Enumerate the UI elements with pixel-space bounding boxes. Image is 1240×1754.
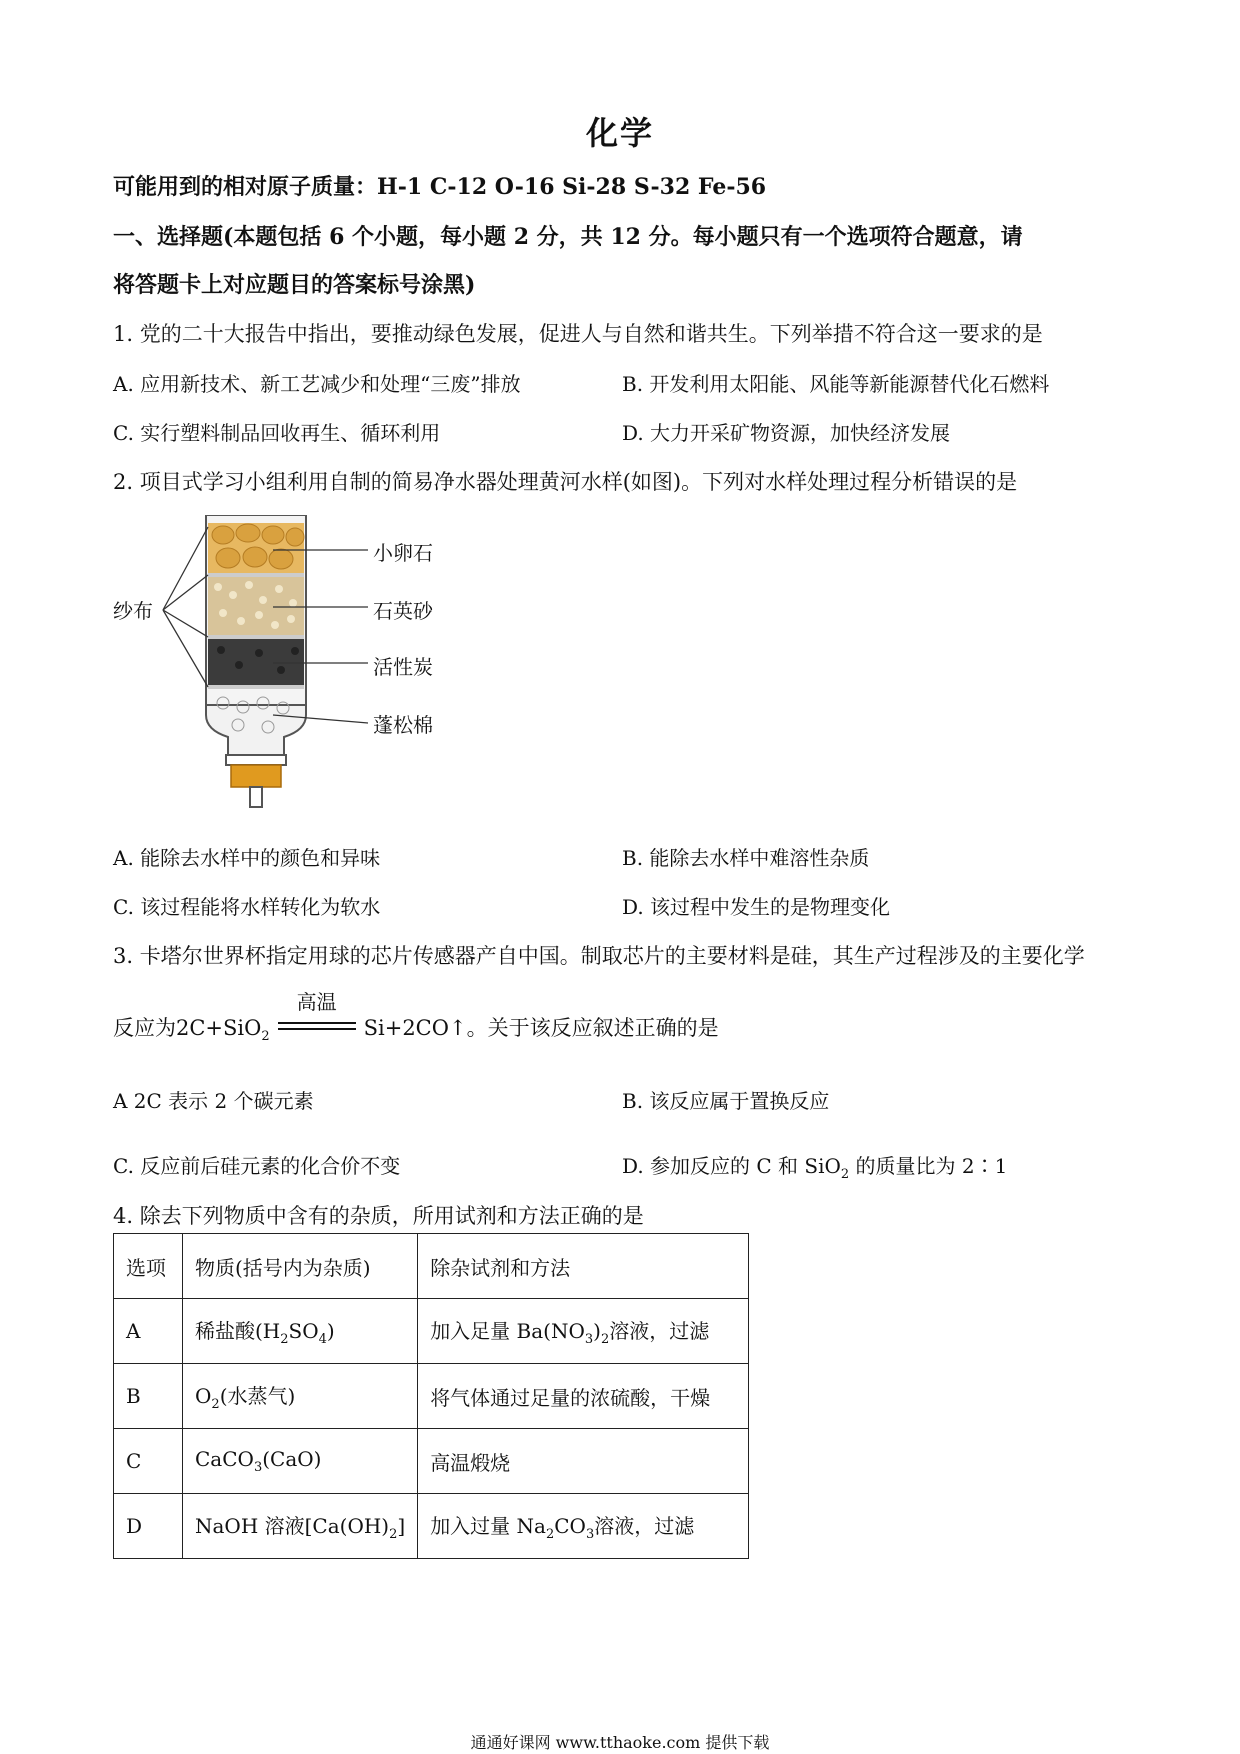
cell-sub: 3 — [584, 1332, 594, 1347]
q3-option-a: A 2C 表示 2 个碳元素 — [113, 1089, 314, 1113]
q3-option-d-pre: D. 参加反应的 C 和 SiO — [622, 1154, 841, 1178]
figure-label-gauze: 纱布 — [113, 599, 153, 623]
table-row — [114, 1429, 749, 1494]
table-cell-substance — [183, 1299, 418, 1364]
cell-sub: 3 — [253, 1460, 263, 1475]
cell-sub: 2 — [389, 1527, 398, 1542]
figure-label-cotton: 蓬松棉 — [373, 713, 433, 737]
table-row — [114, 1299, 749, 1364]
q3-equals-bar-top — [278, 1022, 356, 1024]
cell-text: SO — [288, 1319, 319, 1343]
cell-text: 加入过量 Na — [430, 1514, 546, 1538]
q1-option-d: D. 大力开采矿物资源，加快经济发展 — [622, 421, 951, 445]
figure-label-pebble: 小卵石 — [373, 541, 433, 565]
cell-sub: 2 — [211, 1397, 220, 1412]
cell-text: 溶液，过滤 — [594, 1514, 695, 1538]
cell-sub: 2 — [545, 1527, 555, 1542]
q3-option-d — [622, 1150, 1007, 1182]
cell-sub: 3 — [585, 1527, 595, 1542]
figure-label-activated-carbon: 活性炭 — [373, 655, 433, 679]
q3-stem-line1: 3. 卡塔尔世界杯指定用球的芯片传感器产自中国。制取芯片的主要材料是硅，其生产过程涉及的主要化学 — [113, 944, 1085, 968]
q3-option-c: C. 反应前后硅元素的化合价不变 — [113, 1154, 401, 1178]
cell-text: 稀盐酸(H — [195, 1319, 281, 1343]
cell-sub: 2 — [600, 1332, 610, 1347]
footer-credit: 通通好课网 www.tthaoke.com 提供下载 — [470, 1733, 770, 1752]
table-cell-method — [418, 1299, 749, 1364]
cell-text: CaCO — [195, 1447, 254, 1471]
q3-option-d-sub: 2 — [840, 1167, 850, 1182]
cell-text: (CaO) — [262, 1447, 322, 1471]
q1-option-a: A. 应用新技术、新工艺减少和处理“三废”排放 — [113, 372, 521, 396]
cell-text: 加入足量 Ba(NO — [430, 1319, 585, 1343]
cell-text: (水蒸气) — [219, 1384, 296, 1408]
cell-text: NaOH 溶液[Ca(OH) — [195, 1514, 390, 1538]
q2-option-a: A. 能除去水样中的颜色和异味 — [113, 846, 381, 870]
q2-option-b: B. 能除去水样中难溶性杂质 — [622, 846, 870, 870]
table-cell-option: C — [114, 1429, 183, 1494]
section-heading-line1: 一、选择题(本题包括 6 个小题，每小题 2 分，共 12 分。每小题只有一个选项符合题意，请 — [113, 224, 1023, 250]
table-cell-method: 高温煅烧 — [418, 1429, 749, 1494]
figure-label-quartz-sand: 石英砂 — [373, 599, 433, 623]
cell-text: ) — [593, 1319, 601, 1343]
cell-text: 溶液，过滤 — [609, 1319, 710, 1343]
q2-option-c: C. 该过程能将水样转化为软水 — [113, 895, 381, 919]
q3-equals-bar-bottom — [278, 1028, 356, 1030]
q3-reaction-condition: 高温 — [296, 989, 337, 1014]
table-header-row — [114, 1234, 749, 1299]
table-cell-option: A — [114, 1299, 183, 1364]
q1-option-b: B. 开发利用太阳能、风能等新能源替代化石燃料 — [622, 372, 1050, 396]
cell-sub: 4 — [318, 1332, 327, 1347]
q3-equation-left: 反应为2C+SiO — [113, 1016, 262, 1040]
cell-sub: 2 — [280, 1332, 289, 1347]
table-row — [114, 1494, 749, 1559]
table-header-cell: 除杂试剂和方法 — [418, 1234, 749, 1299]
cell-text: ] — [397, 1514, 406, 1538]
q3-stem-line2 — [113, 989, 719, 1045]
cell-text: CO — [554, 1514, 586, 1538]
table-cell-method: 将气体通过足量的浓硫酸，干燥 — [418, 1364, 749, 1429]
section-heading-line2: 将答题卡上对应题目的答案标号涂黑) — [113, 272, 476, 298]
q2-option-d: D. 该过程中发生的是物理变化 — [622, 895, 891, 919]
q3-equation-right: Si+2CO↑。关于该反应叙述正确的是 — [363, 1016, 719, 1040]
q3-option-b: B. 该反应属于置换反应 — [622, 1089, 830, 1113]
cell-text: ) — [326, 1319, 335, 1343]
table-cell-option: B — [114, 1364, 183, 1429]
atomic-masses: 可能用到的相对原子质量：H-1 C-12 O-16 Si-28 S-32 Fe-56 — [113, 174, 767, 200]
q1-option-c: C. 实行塑料制品回收再生、循环利用 — [113, 421, 441, 445]
table-header-cell: 物质(括号内为杂质) — [183, 1234, 418, 1299]
q3-equation-arrow — [274, 989, 360, 1044]
q4-stem: 4. 除去下列物质中含有的杂质，所用试剂和方法正确的是 — [113, 1204, 644, 1228]
table-row — [114, 1364, 749, 1429]
table-cell-option: D — [114, 1494, 183, 1559]
table-cell-substance — [183, 1364, 418, 1429]
q3-equation-subscript: 2 — [261, 1029, 270, 1045]
q1-stem: 1. 党的二十大报告中指出，要推动绿色发展，促进人与自然和谐共生。下列举措不符合这一要求的是 — [113, 322, 1043, 346]
q3-option-d-post: 的质量比为 2∶1 — [849, 1154, 1008, 1178]
impurity-table — [113, 1233, 749, 1559]
table-cell-method — [418, 1494, 749, 1559]
table-cell-substance — [183, 1429, 418, 1494]
table-cell-substance — [183, 1494, 418, 1559]
water-filter-figure — [113, 515, 473, 815]
page-title: 化学 — [585, 114, 654, 152]
table-header-cell: 选项 — [114, 1234, 183, 1299]
q2-stem: 2. 项目式学习小组利用自制的简易净水器处理黄河水样(如图)。下列对水样处理过程分析错误的是 — [113, 470, 1018, 494]
cell-text: O — [195, 1384, 212, 1408]
